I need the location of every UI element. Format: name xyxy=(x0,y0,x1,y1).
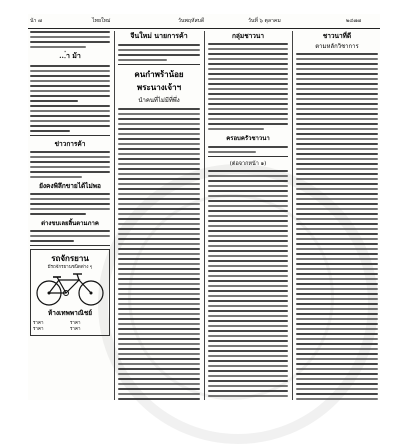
bicycle-advertisement xyxy=(30,249,110,336)
headline: คนกำพร้าน้อย xyxy=(134,69,184,79)
column-heading: จีนใหม่ นายการค้า xyxy=(130,31,188,40)
column-3 xyxy=(208,31,288,400)
bicycle-illustration xyxy=(33,271,107,307)
mid-heading: ครอบครัวชาวนา xyxy=(226,135,270,142)
header-year: ๒๔๗๗ xyxy=(346,18,362,24)
column-subheading: ตามหลักวิชาการ xyxy=(315,43,359,50)
column-divider xyxy=(292,31,293,400)
price-list xyxy=(33,321,107,333)
price-label: ราคา xyxy=(33,327,44,332)
price-label: ราคา xyxy=(33,321,44,326)
section-title-mid: ต่างขบเลยลิ้นตามภาค xyxy=(41,220,99,227)
price-label: ราคา xyxy=(70,321,81,326)
ad-title: รถจักรยาน xyxy=(51,253,89,263)
column-2 xyxy=(118,31,200,400)
section-title: ...่า ม้า xyxy=(59,51,81,60)
column-heading: ชาวนาที่ดี xyxy=(322,32,352,40)
column-4 xyxy=(296,31,378,400)
ad-subtitle: มีรถจักรยานชนิดต่าง ๆ xyxy=(47,265,93,270)
column-divider xyxy=(204,31,205,400)
column-1 xyxy=(30,31,110,400)
shop-name: ห้างเทพพาณิชย์ xyxy=(47,309,93,317)
header-day: วันพฤหัสบดี xyxy=(178,18,205,24)
sub-caption: นำคนที่ไม่มีที่พึ่ง xyxy=(138,97,180,104)
header-date: วันที่ ๖ ตุลาคม xyxy=(248,18,281,24)
column-divider xyxy=(114,31,115,400)
page-header xyxy=(28,14,380,29)
price-label: ราคา xyxy=(70,327,81,332)
continued-mark: (ต่อจากหน้า ๑) xyxy=(229,161,267,167)
newspaper-page xyxy=(28,14,380,400)
masthead-small: ไทยใหม่ xyxy=(92,18,111,24)
subheadline: พระนางเจ้าฯ xyxy=(136,82,182,92)
issue-number: น้า ๗ xyxy=(30,18,43,24)
section-title-ad: ยังคงพิลึกขายได้ไม่พอ xyxy=(39,182,101,190)
section-title-news: ข่าวการค้า xyxy=(54,140,86,148)
column-heading: กลุ่มชาวนา xyxy=(231,32,264,40)
